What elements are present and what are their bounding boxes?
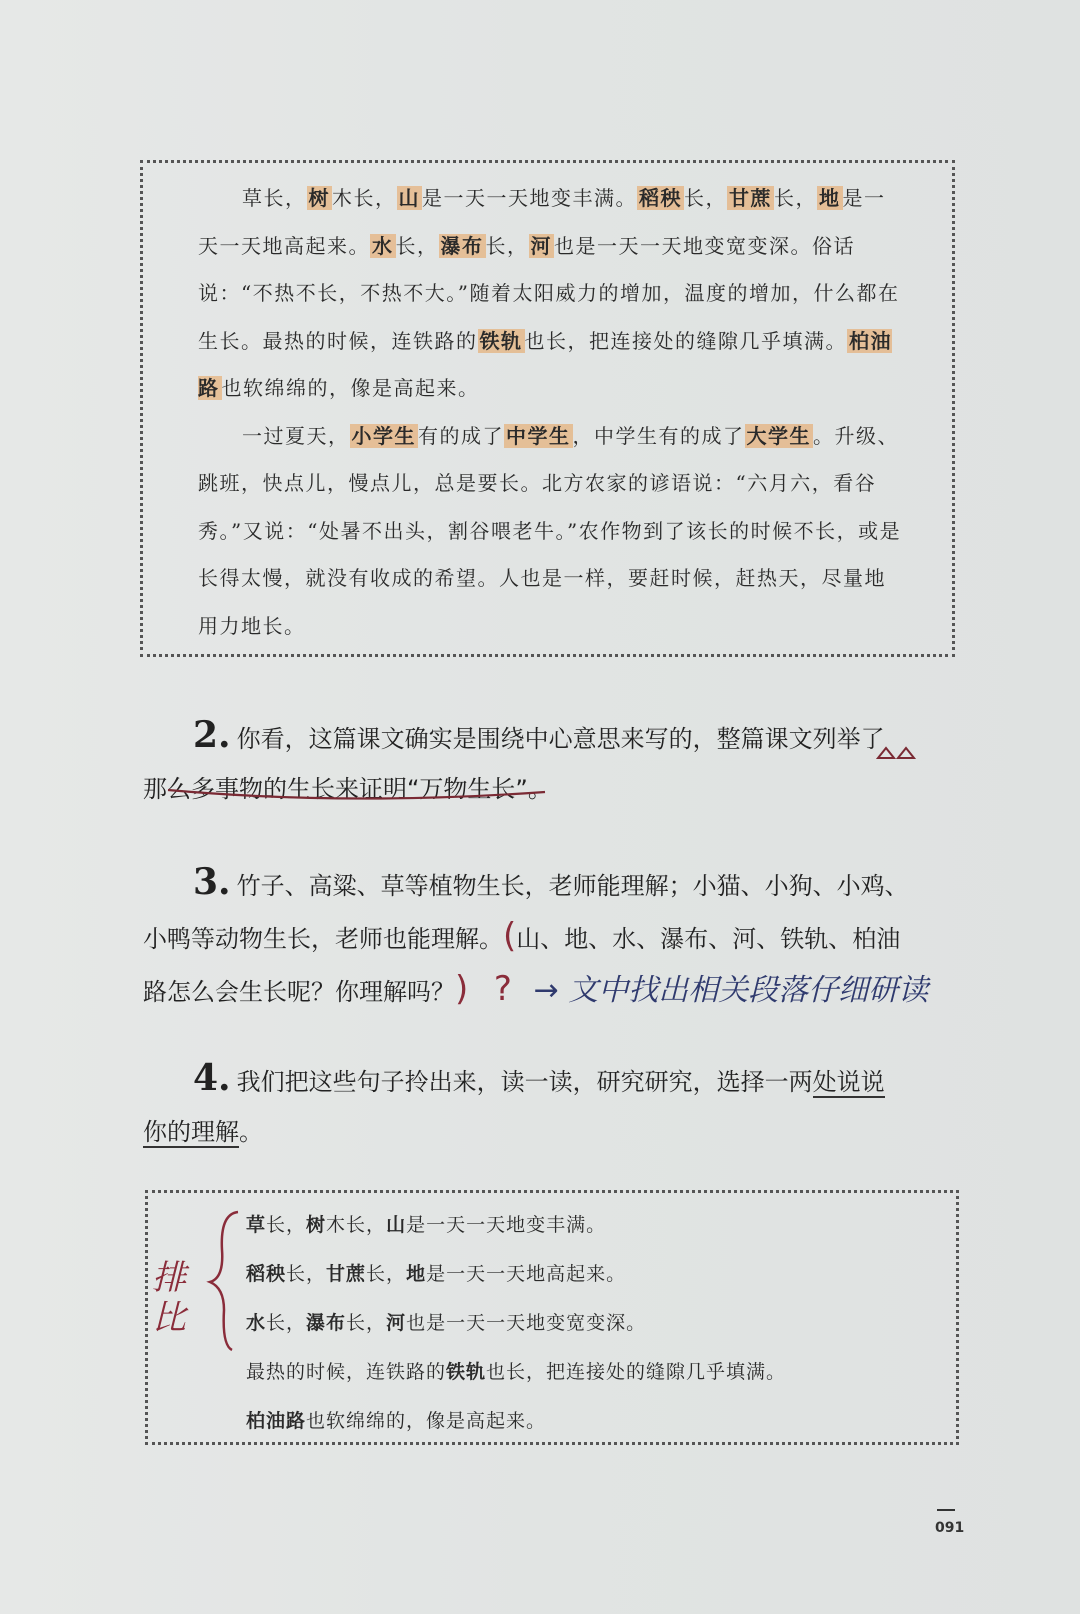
- highlighted-word: 水: [372, 233, 394, 258]
- highlighted-word: 中学生: [506, 423, 571, 448]
- question-text: 路怎么会生长呢？你理解吗？: [143, 978, 455, 1006]
- highlighted-word: 甘蔗: [729, 186, 772, 210]
- text-run: 也长，把连接处的缝隙几乎填满。: [524, 328, 847, 353]
- highlighted-word: 稻秧: [639, 186, 682, 210]
- highlighted-word: 瀑布: [440, 233, 484, 258]
- question-text: 。: [239, 1118, 263, 1146]
- text-run: 最热的时候，连铁路的: [246, 1361, 447, 1383]
- bracket-close-icon: ): [455, 969, 469, 1009]
- underlined-text: 那么多事物的生长来证明“万物生长”: [143, 775, 528, 803]
- text-run: 长，: [266, 1214, 307, 1236]
- bold-word: 地: [406, 1263, 427, 1285]
- bracket-icon: (: [503, 916, 517, 956]
- question-text: 我们把这些句子拎出来，读一读，研究研究，选择一两: [236, 1068, 813, 1096]
- text-run: 有的成了: [418, 423, 504, 448]
- highlighted-word: 地: [819, 186, 841, 210]
- text-run: 长，: [485, 233, 529, 258]
- text-run: 也软绵绵的，像是高起来。: [306, 1410, 547, 1432]
- bold-word: 稻秧: [246, 1263, 287, 1285]
- text-run: 长，: [346, 1312, 387, 1334]
- question-number: 3.: [193, 861, 231, 903]
- bold-word: 河: [386, 1312, 407, 1334]
- bold-word: 水: [246, 1312, 267, 1334]
- question-text: 。: [527, 775, 552, 803]
- question-text: 竹子、高粱、草等植物生长，老师能理解；小猫、小狗、小鸡、: [236, 872, 909, 900]
- page-number: 091: [935, 1520, 965, 1536]
- highlighted-word: 大学生: [746, 423, 811, 448]
- text-run: 木长，: [326, 1214, 387, 1236]
- text-run: 也软绵绵的，像是高起来。: [221, 376, 480, 400]
- bold-word: 甘蔗: [326, 1263, 367, 1285]
- bold-word: 树: [306, 1214, 327, 1236]
- bold-word: 柏油路: [246, 1410, 307, 1432]
- text-run: 长，: [266, 1312, 307, 1334]
- text-run: 是一天一天地高起来。: [426, 1263, 627, 1285]
- page-number-rule: [937, 1509, 955, 1511]
- text-run: 也长，把连接处的缝隙几乎填满。: [486, 1361, 787, 1383]
- curly-brace-icon: [210, 1212, 238, 1350]
- underlined-text: 处说说: [812, 1068, 885, 1096]
- question-mark-icon: ?: [493, 969, 512, 1009]
- highlighted-word: 河: [530, 233, 552, 258]
- margin-note: 排比: [152, 1258, 186, 1338]
- text-run: 草长，: [242, 186, 307, 210]
- bold-word: 山: [386, 1214, 407, 1236]
- question-text: 山、地、水、瀑布、河、铁轨、柏油: [516, 925, 901, 953]
- text-run: 一过夏天，: [242, 423, 350, 448]
- question-number: 2.: [193, 714, 231, 756]
- highlighted-word: 铁轨: [479, 328, 523, 353]
- highlighted-word: 柏油路: [198, 328, 892, 400]
- underlined-text: 你的理解: [143, 1118, 239, 1146]
- text-run: 长，: [366, 1263, 407, 1285]
- text-run: 长，: [774, 186, 817, 210]
- text-run: 木长，: [332, 186, 397, 210]
- bold-word: 草: [246, 1214, 267, 1236]
- handwritten-note: → 文中找出相关段落仔细研读: [533, 973, 929, 1008]
- text-run: 。升级、跳班，快点儿，慢点儿，总是要长。北方农家的谚语说：“六月六，看谷秀。”又说：“处暑不出头，割谷喂老牛。”农作物到了该长的时候不长，或是长得太慢，就没有收成的希望。人也是一样，要赶时候，赶热天，尽量地用力地长。: [198, 423, 902, 638]
- text-run: 长，: [286, 1263, 327, 1285]
- text-run: ，中学生有的成了: [572, 423, 745, 448]
- highlighted-word: 小学生: [351, 423, 416, 448]
- text-run: 长，: [395, 233, 439, 258]
- question-text: 小鸭等动物生长，老师也能理解。: [143, 925, 503, 953]
- text-run: 是一天一天地变丰满。: [406, 1214, 607, 1236]
- text-run: 是一天一天地高起来。: [198, 186, 886, 258]
- text-run: 是一天一天地变丰满。: [422, 186, 637, 210]
- highlighted-word: 山: [398, 186, 420, 210]
- highlighted-word: 树: [308, 186, 330, 210]
- question-number: 4.: [193, 1057, 231, 1099]
- text-run: 也是一天一天地变宽变深。: [406, 1312, 647, 1334]
- text-run: 也是一天一天地变宽变深。俗话说：“不热不长，不热不大。”随着太阳威力的增加，温度的增加，什么都在生长。最热的时候，连铁路的: [198, 233, 900, 353]
- bold-word: 瀑布: [306, 1312, 347, 1334]
- text-run: 长，: [684, 186, 727, 210]
- question-text: 你看，这篇课文确实是围绕中心意思来写的，整篇课文列举了: [236, 725, 885, 753]
- bold-word: 铁轨: [446, 1361, 487, 1383]
